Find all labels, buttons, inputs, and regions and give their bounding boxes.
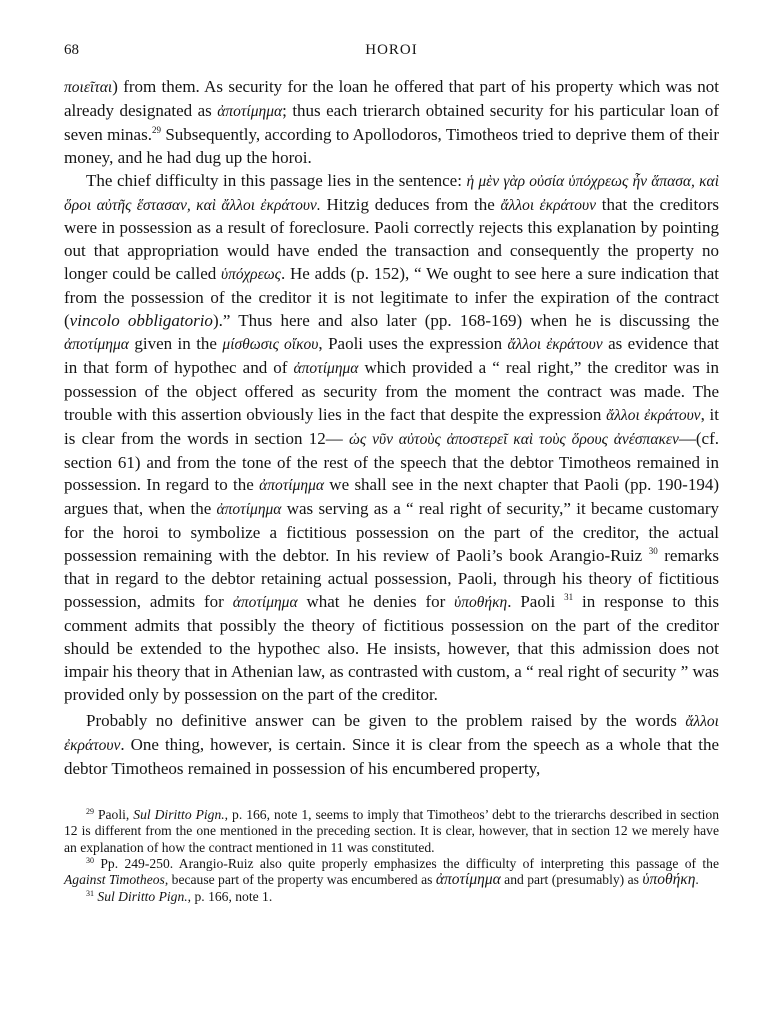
text: Hitzig deduces from the <box>320 194 501 214</box>
text: ).” Thus here and also later (pp. 168-169) when he is discussing the <box>212 311 720 331</box>
footnote-29 <box>64 807 719 856</box>
greek-word: ποιεῖται <box>64 79 113 96</box>
running-head <box>64 42 719 66</box>
page-number: 68 <box>64 42 79 58</box>
text: in response to this comment admits that possibly the theory of fictitious possession on the part of the creditor should be extended to the hypothec also. He insists, however, that this admission does not impair his theory that in Athenian law, as contrasted with custom, a “ real right of security ” was provided only by possession on the part of the creditor. <box>64 591 720 704</box>
text: . He adds (p. 152), “ We ought to see here a sure indication that from the possession of the creditor it is not legitimate to infer the expiration of the contract ( <box>64 264 719 331</box>
text: . One thing, however, is certain. Since it is clear from the speech as a whole that the debtor Timotheos remained in possession of his encumbered property, <box>64 735 719 779</box>
greek-word: ἄλλοι ἐκράτουν <box>606 406 701 424</box>
greek-word: ὑποθήκη <box>454 593 508 611</box>
text: —(cf. section 61) and from the tone of the rest of the speech that the debtor Timotheos remained in possession. In regard to the <box>64 428 720 495</box>
text: ) from them. As security for the loan he offered that part of his property which was not already designated as <box>64 77 719 120</box>
greek-word: ὑπόχρεως <box>221 266 281 284</box>
footnote-number: 29 <box>86 807 94 817</box>
greek-word: ἀποτίμημα <box>293 359 359 377</box>
greek-word: ἀποτίμημα <box>259 477 324 495</box>
greek-quotation: ἡ μὲν γὰρ οὐσία ὑπόχρεως ἦν ἅπασα, καὶ ὅροι αὐτῆς ἕστασαν, καὶ ἄλλοι ἐκράτουν. <box>64 172 720 214</box>
greek-word: ἀποτίμημα <box>216 501 282 519</box>
italic-title: Sul Diritto Pign. <box>133 807 225 823</box>
greek-word: ἄλλοι ἐκράτουν <box>64 713 719 755</box>
text: and part (presumably) as <box>500 872 643 888</box>
footnote-30 <box>64 856 719 889</box>
paragraph-1 <box>64 76 719 170</box>
paragraph-2 <box>64 170 719 707</box>
greek-word: ἀποτίμημα <box>217 102 283 120</box>
text: as evidence that in that form of hypothec and of <box>64 333 719 377</box>
text: given in the <box>128 333 223 353</box>
greek-word: ἀποτίμημα <box>232 593 298 611</box>
text: that the creditors were in possession as a result of foreclosure. Paoli correctly rejects this explanation by pointing out that appropriation would have ended the transaction and consequently the property no longer could be called <box>64 194 719 284</box>
text: , because part of the property was encumbered as <box>164 872 436 888</box>
body-text <box>64 76 719 781</box>
text: , Paoli uses the expression <box>318 333 508 353</box>
greek-word: ἄλλοι ἐκράτουν <box>500 196 596 214</box>
footnote-ref-30: 30 <box>648 546 658 557</box>
greek-word: ὑποθήκη <box>642 871 696 889</box>
text: Pp. 249-250. Arangio-Ruiz also quite properly emphasizes the difficulty of interpreting this passage of the <box>94 856 719 872</box>
text: , p. 166, note 1. <box>187 888 273 904</box>
book-page <box>64 42 719 905</box>
footnote-ref-31: 31 <box>564 591 574 602</box>
text: we shall see in the next chapter that Paoli (pp. 190-194) argues that, when the <box>64 475 719 519</box>
italic-title: Sul Diritto Pign. <box>97 888 188 904</box>
footnote-31 <box>64 889 719 905</box>
text: Subsequently, according to Apollodoros, Timotheos tried to deprive them of their money, and he had dug up the horoi. <box>64 124 719 167</box>
text: ; thus each trierarch obtained security for his particular loan of seven minas. <box>64 100 719 144</box>
text: , p. 166, note 1, seems to imply that Timotheos’ debt to the trierarchs described in section 12 is different from the one mentioned in the preceding section. It is clear, however, that in section 12 we merely have an explanation of how the contract mentioned in 11 was constituted. <box>64 807 719 855</box>
text: . <box>695 872 699 888</box>
footnote-number: 30 <box>86 856 94 866</box>
text: Paoli, <box>94 807 134 823</box>
greek-word: ἀποτίμημα <box>64 335 129 353</box>
text: what he denies for <box>297 591 455 611</box>
paragraph-3 <box>64 710 719 781</box>
greek-word: ἄλλοι ἐκράτουν <box>507 335 603 353</box>
text: . Paoli <box>507 591 565 611</box>
greek-word: μίσθωσις οἴκου <box>222 335 319 353</box>
text: The chief difficulty in this passage lies in the sentence: <box>86 170 467 190</box>
text: , it is clear from the words in section 12— <box>64 404 720 448</box>
footnotes <box>64 807 719 905</box>
greek-word: ἀποτίμημα <box>435 871 501 889</box>
text: remarks that in regard to the debtor retaining actual possession, Paoli, through his theory of fictitious possession, admits for <box>64 546 719 611</box>
italic-term: vincolo obbligatorio <box>69 311 213 331</box>
text: was serving as a “ real right of security,” it became customary for the horoi to symbolize a fictitious possession on the part of the creditor, the actual possession remaining with the debtor. In his review of Paoli’s book Arangio-Ruiz <box>64 499 719 566</box>
text: Probably no definitive answer can be given to the problem raised by the words <box>86 711 686 731</box>
footnote-ref-29: 29 <box>151 124 161 135</box>
italic-title: Against Timotheos <box>64 872 165 888</box>
text: which provided a “ real right,” the creditor was in possession of the object offered as security from the moment the contract was made. The trouble with this assertion obviously lies in the fact that despite the expression <box>64 357 719 424</box>
greek-quotation: ὡς νῦν αὐτοὺς ἀποστερεῖ καὶ τοὺς ὅρους ἀνέσπακεν <box>348 430 679 448</box>
running-title: HOROI <box>365 42 418 58</box>
footnote-number: 31 <box>86 888 94 898</box>
